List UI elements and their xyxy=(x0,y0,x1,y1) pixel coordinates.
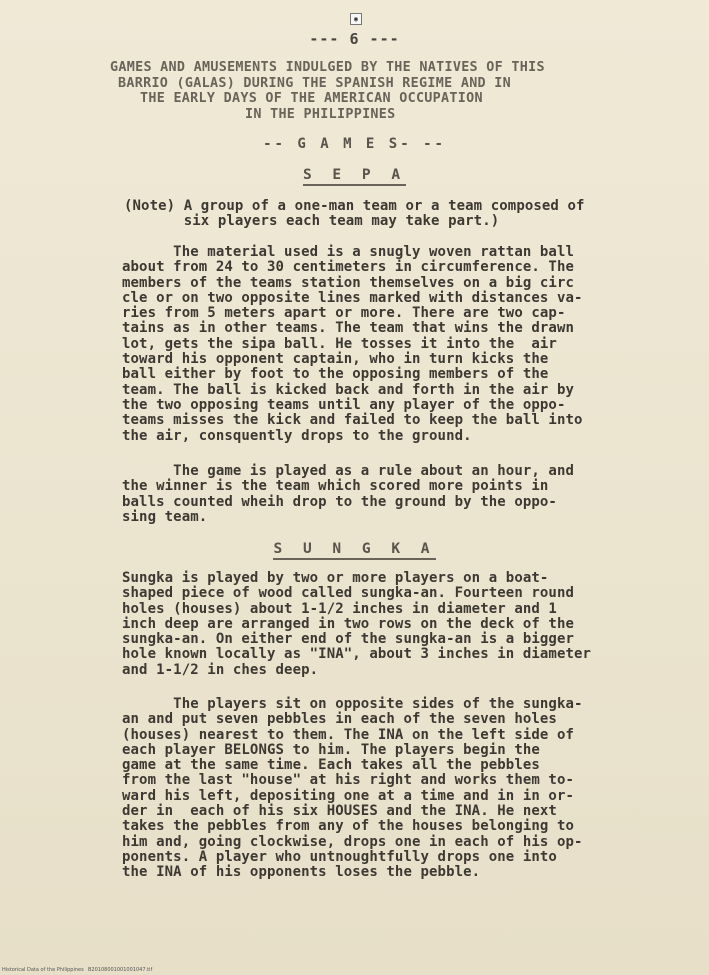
sungka-paragraph-2: The players sit on opposite sides of the sungka- an and put seven pebbles in each of the seven holes (houses) nearest to them. The INA on the left side of each player BELONGS to him. The players begin the game at the same time. Each takes all the pebbles from the last "house" at his right and works them to- ward his left, depositing one at a time and in in or- der in each of his six HOUSES and the INA. He next takes the pebbles from any of the houses belonging to him and, going clockwise, drops one in each of his op- ponents. A player who untnoughtfully drops one into the INA of his opponents loses the pebble. xyxy=(122,696,583,881)
footer-filename: B20108001001001047.tif xyxy=(88,967,153,973)
heading-line-4: IN THE PHILIPPINES xyxy=(245,106,396,122)
sepa-paragraph-1: The material used is a snugly woven rattan ball about from 24 to 30 centimeters in circumference. The members of the teams station themselves on a big circ cle or on two opposite lines marked with distances va- ries from 5 meters apart or more. There are two cap- tains as in other teams. The team that wins the drawn lot, gets the sipa ball. He tosses it into the air toward his opponent captain, who in turn kicks the ball either by foot to the opposing members of the team. The ball is kicked back and forth in the air by the two opposing teams until any player of the oppo- teams misses the kick and failed to keep the ball into the air, consquently drops to the ground. xyxy=(122,244,583,444)
heading-line-1: GAMES AND AMUSEMENTS INDULGED BY THE NATIVES OF THIS xyxy=(110,60,545,75)
sepa-paragraph-2: The game is played as a rule about an hour, and the winner is the team which scored more points in balls counted wheih drop to the ground by the oppo- sing team. xyxy=(122,463,575,525)
sepa-title-text: S E P A xyxy=(303,167,406,186)
games-label: -- G A M E S- -- xyxy=(263,136,446,152)
sungka-title-text: S U N G K A xyxy=(273,541,435,560)
sungka-paragraph-1: Sungka is played by two or more players on a boat- shaped piece of wood called sungka-an. Fourteen round holes (houses) about 1-1/2 inches in diameter and 1 inch deep are arranged in two rows on the deck of the sungka-an. On either end of the sungka-an is a bigger hole known locally as "INA", about 3 inches in diameter and 1-1/2 in ches deep. xyxy=(122,570,592,678)
library-stamp-icon: ◉ xyxy=(350,13,362,25)
heading-line-3: THE EARLY DAYS OF THE AMERICAN OCCUPATION xyxy=(140,91,483,106)
sungka-title xyxy=(0,541,709,557)
footer-source: Historical Data of the Philippines xyxy=(2,967,84,973)
document-heading xyxy=(110,60,630,122)
page-number: --- 6 --- xyxy=(309,30,400,48)
heading-line-2: BARRIO (GALAS) DURING THE SPANISH REGIME AND IN xyxy=(118,75,512,91)
sepa-note: (Note) A group of a one-man team or a team composed of six players each team may take part.) xyxy=(124,198,585,230)
sepa-title xyxy=(0,167,709,183)
